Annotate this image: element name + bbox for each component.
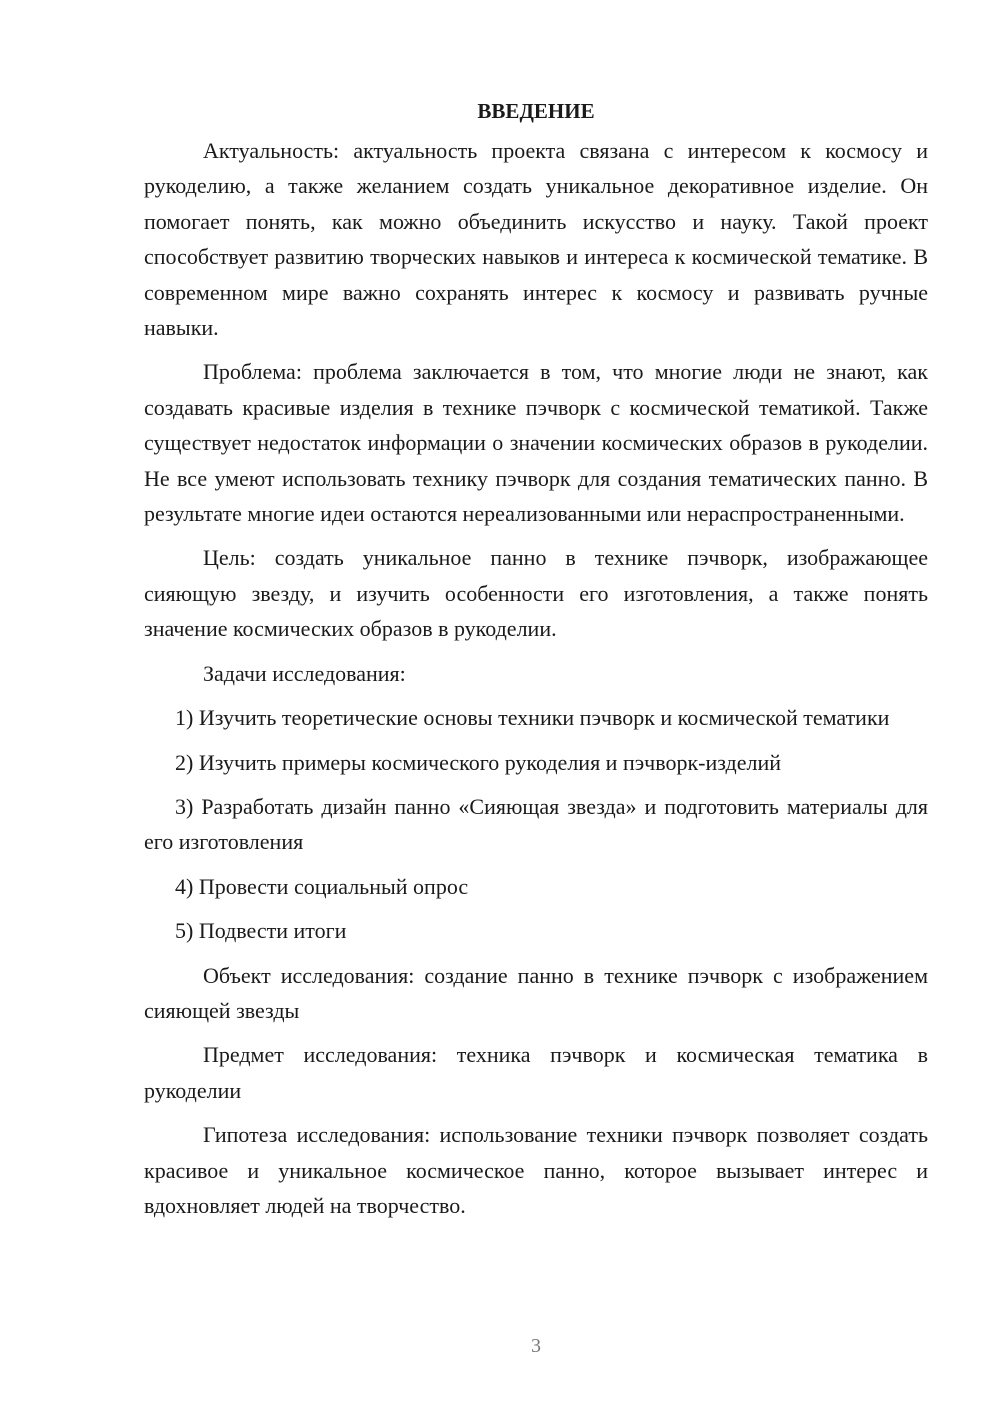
task-item: 1) Изучить теоретические основы техники пэчворк и космической тематики — [175, 705, 890, 731]
goal-paragraph: Цель: создать уникальное панно в технике пэчворк, изображающее сияющую звезду, и изучить особенности его изготовления, а также понять значение космических образов в рукоделии. — [144, 545, 928, 642]
hypothesis-paragraph: Гипотеза исследования: использование техники пэчворк позволяет создать красивое и уникальное космическое панно, которое вызывает интерес и вдохновляет людей на творчество. — [144, 1122, 928, 1218]
page-number: 3 — [531, 1335, 541, 1357]
task-item: 3) Разработать дизайн панно «Сияющая звезда» и подготовить материалы для его изготовления — [144, 793, 928, 855]
object-paragraph: Объект исследования: создание панно в технике пэчворк с изображением сияющей звезды — [144, 962, 928, 1023]
tasks-list — [144, 700, 928, 948]
problem-paragraph: Проблема: проблема заключается в том, что многие люди не знают, как создавать красивые изделия в технике пэчворк с космической тематикой. Также существует недостаток информации о значении космических образов в рукоделии. Не все умеют использовать технику пэчворк для создания тематических панно. В результате многие идеи остаются нереализованными или нераспространенными. — [144, 359, 928, 527]
task-item: 2) Изучить примеры космического рукоделия и пэчворк-изделий — [175, 749, 782, 775]
subject-paragraph: Предмет исследования: техника пэчворк и космическая тематика в рукоделии — [144, 1042, 928, 1103]
tasks-heading: Задачи исследования: — [203, 660, 406, 686]
section-title: ВВЕДЕНИЕ — [477, 99, 595, 123]
task-item: 4) Провести социальный опрос — [175, 873, 469, 899]
task-item: 5) Подвести итоги — [175, 918, 347, 944]
document-page — [144, 94, 928, 1223]
relevance-paragraph: Актуальность: актуальность проекта связана с интересом к космосу и рукоделию, а также желанием создать уникальное декоративное изделие. Он помогает понять, как можно объединить искусство и науку. Такой проект способствует развитию творческих навыков и интереса к космической тематике. В современном мире важно сохранять интерес к космосу и развивать ручные навыки. — [144, 138, 928, 341]
